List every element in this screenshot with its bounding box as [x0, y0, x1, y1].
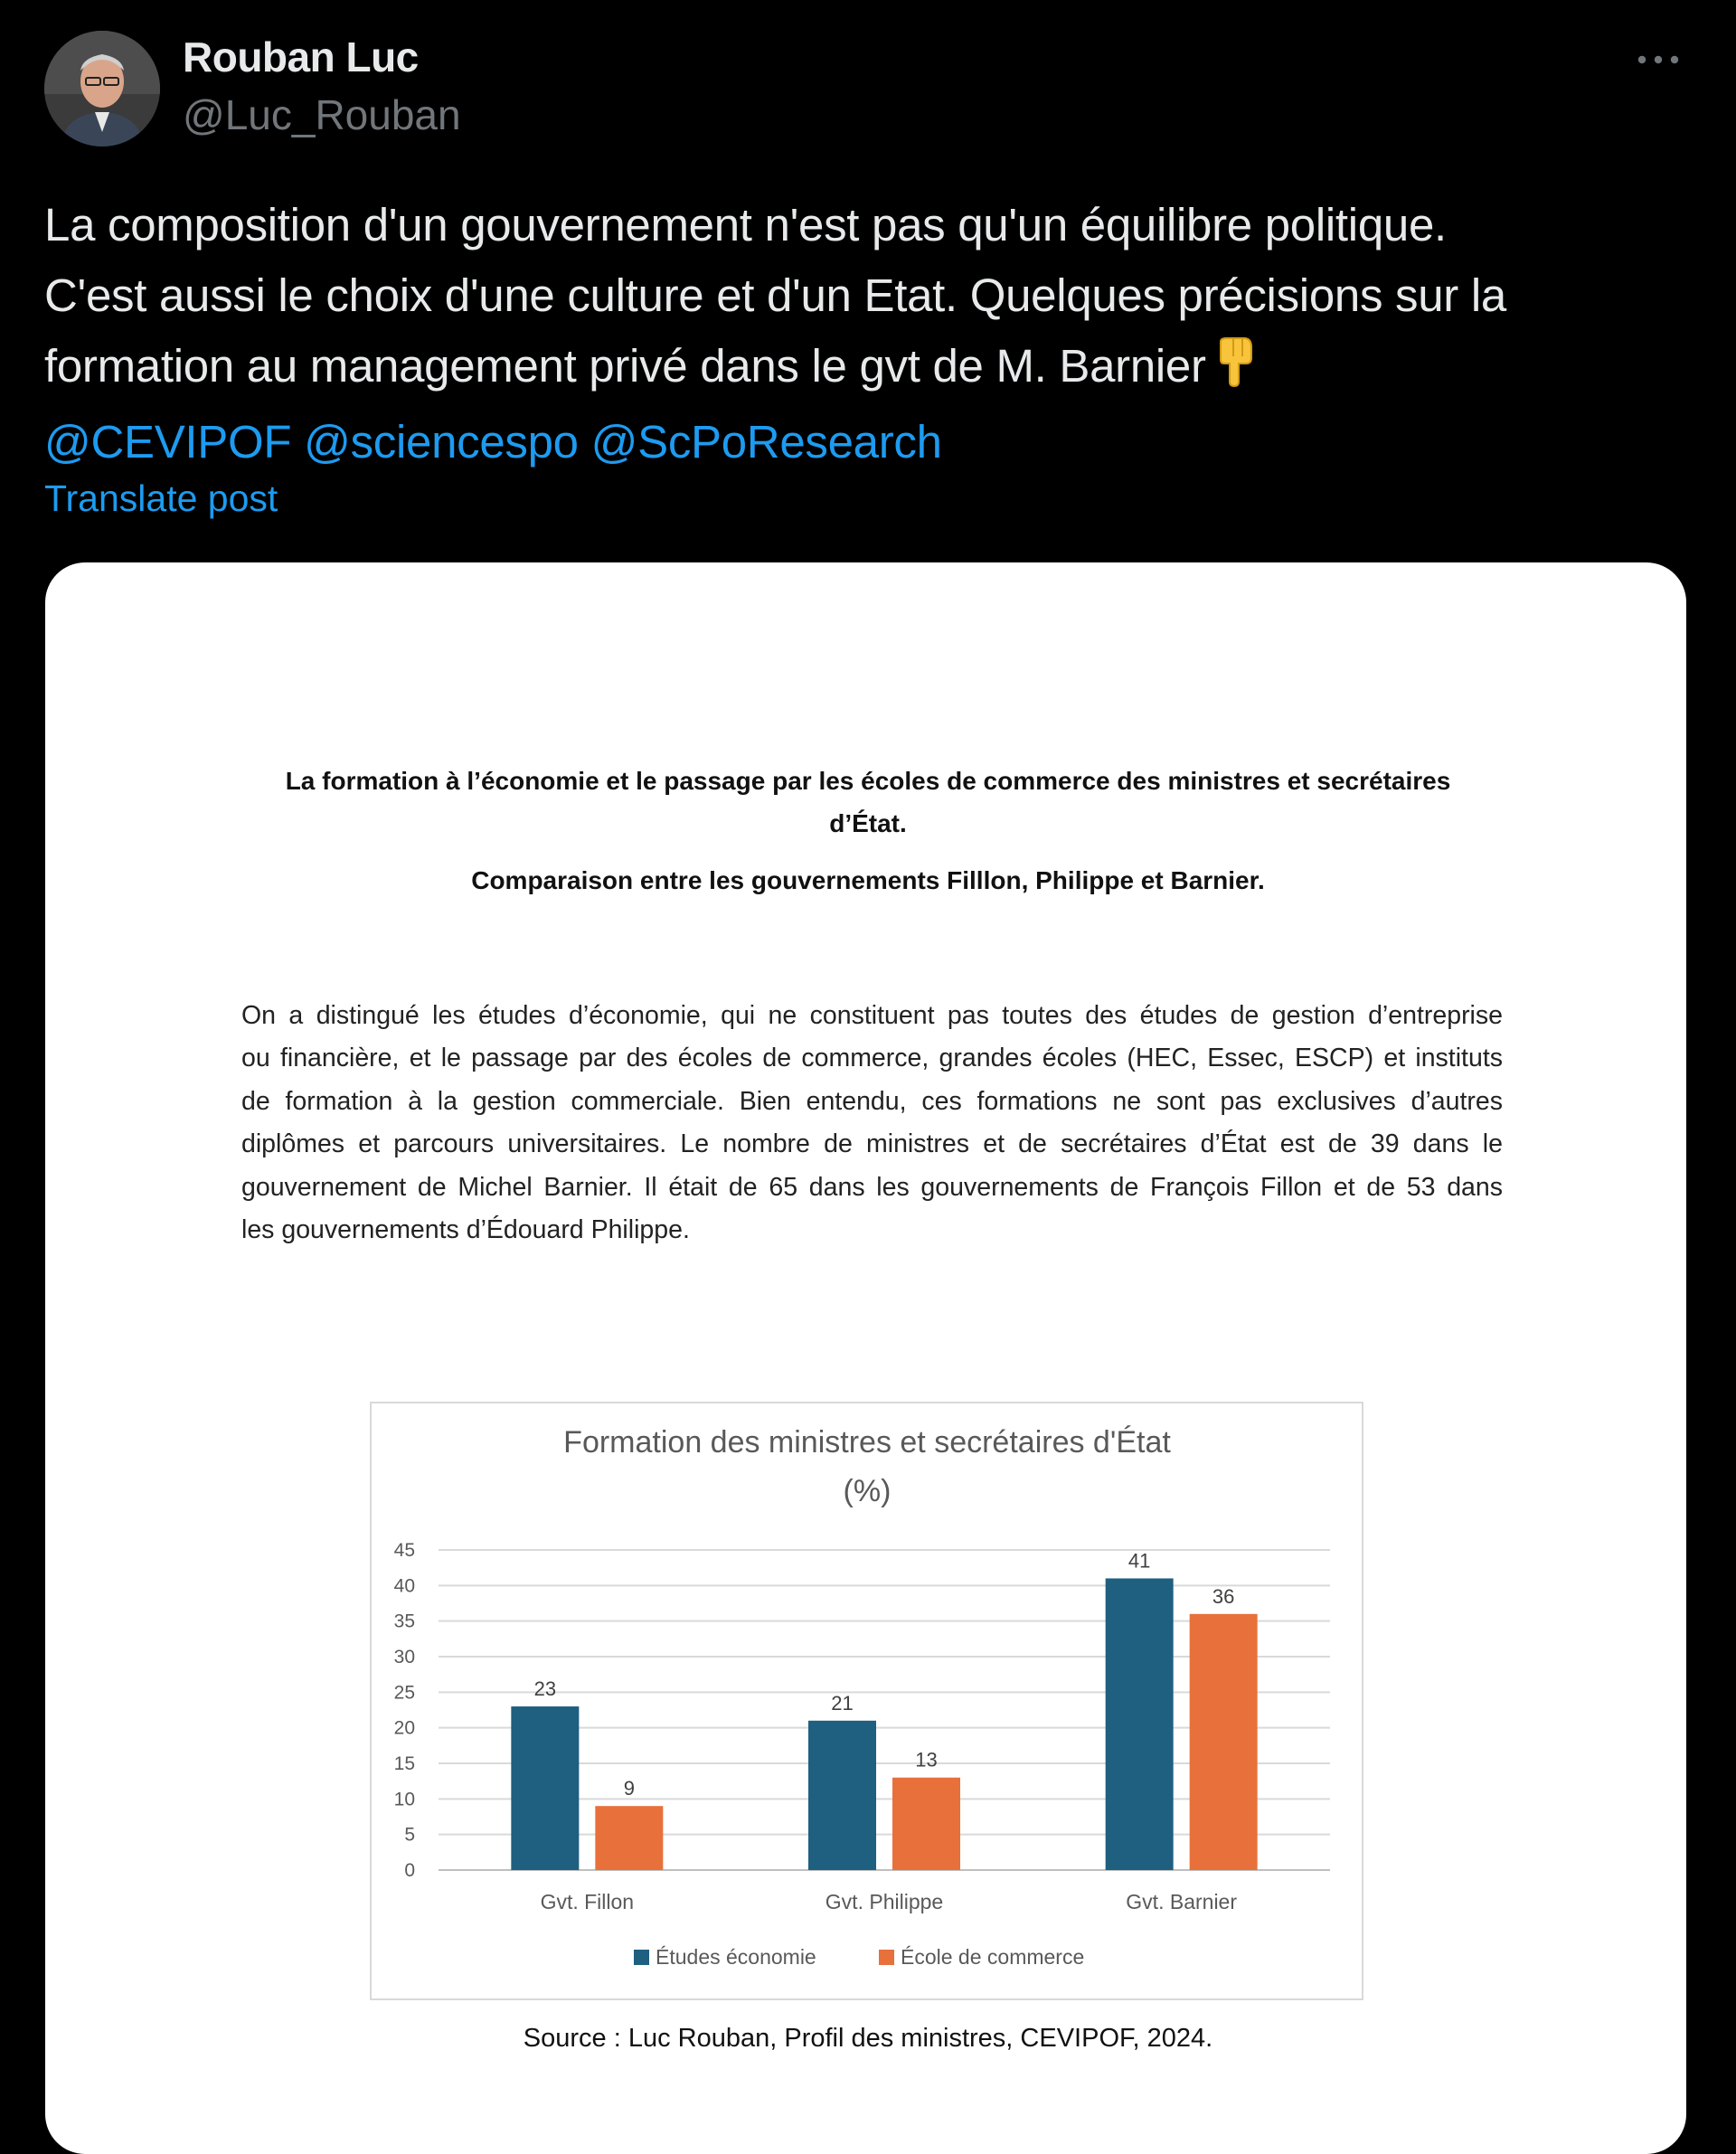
y-tick-label: 30	[393, 1647, 415, 1667]
paragraph-line: diplômes et parcours universitaires. Le nombre de ministres et de secrétaires d’État est de 39 dans le	[241, 1129, 1503, 1159]
y-tick-label: 40	[393, 1575, 415, 1597]
y-tick-label: 35	[393, 1611, 415, 1632]
x-tick-label: Gvt. Barnier	[1126, 1890, 1238, 1913]
data-label: 21	[831, 1691, 854, 1715]
tweet-text-segment: formation au management privé dans le gvt de M. Barnier	[44, 340, 1206, 392]
ellipsis-icon[interactable]	[1633, 40, 1684, 80]
y-tick-label: 25	[393, 1682, 415, 1704]
legend-swatch	[879, 1950, 894, 1965]
x-tick-label: Gvt. Philippe	[825, 1890, 944, 1913]
bar	[595, 1806, 663, 1870]
attached-image[interactable]	[45, 562, 1686, 2154]
bar	[1106, 1578, 1174, 1870]
document-title	[235, 760, 1501, 845]
y-tick-label: 45	[393, 1540, 415, 1561]
paragraph-line: ou financière, et le passage par des écoles de commerce, grandes écoles (HEC, Essec, ESCP) et instituts	[241, 1044, 1503, 1073]
data-label: 9	[623, 1777, 635, 1800]
bar	[892, 1778, 960, 1870]
x-tick-label: Gvt. Fillon	[540, 1890, 635, 1913]
mention-line	[44, 407, 1699, 477]
y-tick-label: 20	[393, 1717, 415, 1739]
paragraph-line: On a distingué les études d’économie, qui ne constituent pas toutes des études de gestion d’entreprise	[241, 1001, 1503, 1030]
data-label: 41	[1127, 1549, 1151, 1573]
document-paragraph	[241, 995, 1503, 1252]
chart-title: Formation des ministres et secrétaires d'État	[563, 1425, 1171, 1460]
legend-label: Études économie	[656, 1945, 816, 1969]
legend-swatch	[634, 1950, 649, 1965]
pointing-down-hand-icon	[1212, 336, 1255, 407]
author-handle[interactable]: @Luc_Rouban	[183, 91, 461, 138]
document-title-line: La formation à l’économie et le passage par les écoles de commerce des ministres et secrétaires	[285, 767, 1451, 795]
author-avatar[interactable]	[44, 31, 160, 146]
data-label: 36	[1212, 1584, 1235, 1608]
tweet-text-line: La composition d'un gouvernement n'est pas qu'un équilibre politique.	[44, 199, 1447, 250]
tweet-text	[44, 190, 1699, 477]
y-tick-label: 0	[404, 1860, 415, 1881]
author-display-name[interactable]: Rouban Luc	[183, 33, 419, 80]
bar-chart-svg	[372, 1403, 1362, 1998]
y-tick-label: 5	[404, 1824, 415, 1846]
translate-post-link[interactable]: Translate post	[44, 477, 278, 519]
tweet-text-line	[44, 331, 1699, 407]
data-label: 23	[533, 1677, 557, 1701]
legend-label: École de commerce	[901, 1945, 1085, 1969]
mention-link[interactable]: @CEVIPOF	[44, 416, 292, 468]
mention-link[interactable]: @ScPoResearch	[590, 416, 942, 468]
y-tick-label: 15	[393, 1753, 415, 1774]
bar-chart	[370, 1402, 1363, 2000]
bar	[808, 1721, 876, 1870]
paragraph-line: de formation à la gestion commerciale. Bien entendu, ces formations ne sont pas exclusives d’autres	[241, 1086, 1503, 1116]
paragraph-line: gouvernement de Michel Barnier. Il était de 65 dans les gouvernements de François Fillon et de 53 dans	[241, 1172, 1503, 1202]
bar	[1190, 1614, 1258, 1870]
person-photo-icon	[44, 31, 160, 146]
tweet-text-line: C'est aussi le choix d'une culture et d'un Etat. Quelques précisions sur la	[44, 269, 1506, 321]
document-subtitle: Comparaison entre les gouvernements Filllon, Philippe et Barnier.	[471, 866, 1265, 894]
document-source: Source : Luc Rouban, Profil des ministres, CEVIPOF, 2024.	[523, 2024, 1213, 2053]
chart-subtitle: (%)	[843, 1474, 892, 1508]
paragraph-line: les gouvernements d’Édouard Philippe.	[241, 1215, 690, 1245]
data-label: 13	[915, 1748, 938, 1771]
y-tick-label: 10	[393, 1789, 415, 1810]
bar	[511, 1706, 579, 1870]
mention-link[interactable]: @sciencespo	[304, 416, 579, 468]
document-title-line: d’État.	[829, 809, 907, 837]
